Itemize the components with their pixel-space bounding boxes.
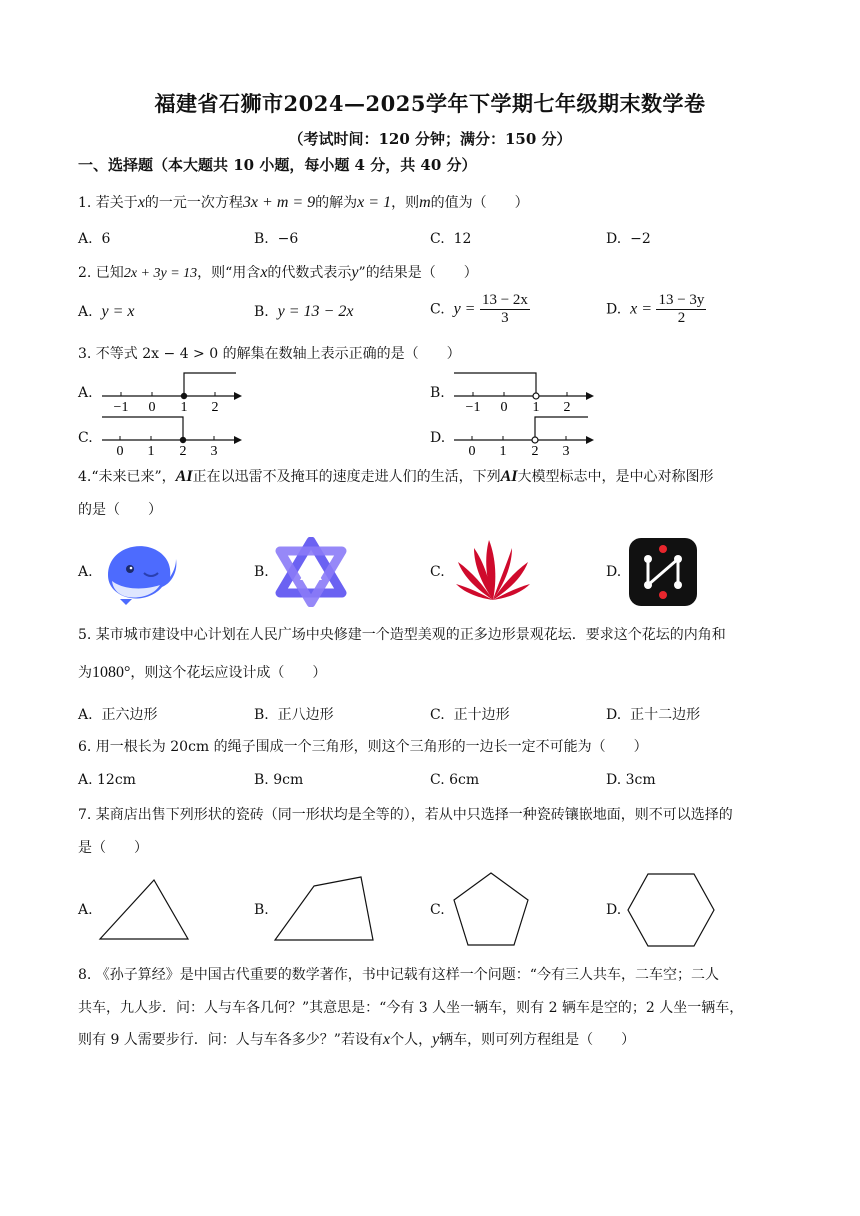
- fraction-numerator: 13 − 2x: [481, 292, 528, 308]
- q1-text: 的解为: [315, 195, 358, 211]
- tick-label: 2: [563, 400, 571, 414]
- q7-option-c-letter[interactable]: C.: [430, 902, 445, 918]
- tick-label: 3: [562, 444, 570, 458]
- option-value: 12cm: [97, 772, 136, 788]
- q5-option-c[interactable]: [430, 704, 510, 724]
- option-letter: B.: [254, 707, 269, 723]
- question-7-line-1: 7. 某商店出售下列形状的瓷砖（同一形状均是全等的），若从中只选择一种瓷砖镶嵌地面，则不可以选择的: [78, 807, 733, 823]
- option-fraction: [656, 292, 706, 327]
- q2-option-a[interactable]: [78, 303, 134, 321]
- q3-option-c-letter[interactable]: C.: [78, 430, 93, 446]
- q4-option-b-letter[interactable]: B.: [254, 564, 269, 580]
- q2-option-b[interactable]: [254, 303, 353, 321]
- q5-option-a[interactable]: [78, 704, 157, 724]
- open-point: [532, 437, 538, 443]
- tick-label: 0: [500, 400, 508, 414]
- q1-var-m: m: [419, 194, 431, 211]
- q6-option-a[interactable]: [78, 772, 136, 788]
- fraction-numerator: 13 − 3y: [658, 292, 705, 308]
- option-letter: D.: [606, 301, 622, 318]
- option-letter: A.: [78, 304, 93, 320]
- tick-label: 1: [499, 444, 507, 458]
- solution-bracket: [454, 373, 536, 393]
- option-letter: D.: [606, 772, 622, 788]
- q1-option-a[interactable]: [78, 231, 110, 247]
- q6-option-d[interactable]: [606, 772, 656, 788]
- q8-var-y: y: [432, 1031, 440, 1048]
- q8-text: 则有 9 人需要步行．问：人与车各多少？”若设有: [78, 1032, 383, 1048]
- q4-ai-term: AI: [175, 468, 193, 485]
- q1-var-x: x: [137, 194, 145, 211]
- question-3: 3. 不等式 2x − 4 > 0 的解集在数轴上表示正确的是（ ）: [78, 346, 461, 362]
- tick-label: −1: [113, 400, 129, 414]
- q2-equation: 2x + 3y = 13: [123, 266, 198, 281]
- option-lhs: y =: [453, 300, 476, 318]
- option-letter: B.: [254, 304, 269, 320]
- tick-label: 1: [147, 444, 155, 458]
- q5-option-d[interactable]: [606, 704, 700, 724]
- question-4-line-1: [78, 467, 713, 487]
- axis-arrow: [586, 436, 594, 444]
- q1-text: 1. 若关于: [78, 195, 138, 211]
- exam-title: 福建省石狮市2024—2025学年下学期七年级期末数学卷: [154, 91, 706, 116]
- q5-text: ，则这个花坛应设计成（ ）: [130, 665, 327, 681]
- option-letter: C.: [430, 772, 445, 788]
- tick-label: 3: [210, 444, 218, 458]
- q8-text: 个人，: [390, 1032, 433, 1048]
- tick-label: 0: [148, 400, 156, 414]
- option-value: y = 13 − 2x: [277, 303, 354, 320]
- q1-text: 的一元一次方程: [144, 195, 243, 211]
- q4-text: 4.“未来已来”，: [78, 469, 176, 485]
- q2-option-d[interactable]: [606, 292, 706, 327]
- tick-label: 2: [179, 444, 187, 458]
- axis-arrow: [234, 392, 242, 400]
- q3-option-b-number-line: [448, 368, 598, 414]
- q6-option-c[interactable]: [430, 772, 479, 788]
- question-8-line-2: 共车，九人步．问：人与车各几何？”其意思是：“今有 3 人坐一辆车，则有 2 辆车是空的；2 人坐一辆车，: [78, 1000, 744, 1016]
- q1-option-c[interactable]: [430, 231, 471, 247]
- tick-label: 0: [468, 444, 476, 458]
- q1-solution: x = 1: [357, 194, 392, 211]
- q4-option-a-letter[interactable]: A.: [78, 564, 93, 580]
- option-value: y = x: [101, 303, 135, 320]
- q1-option-b[interactable]: [254, 231, 298, 247]
- q6-option-b[interactable]: [254, 772, 303, 788]
- whale-logo-icon[interactable]: [100, 537, 178, 607]
- section-heading: 一、选择题（本大题共 10 小题，每小题 4 分，共 40 分）: [78, 156, 477, 174]
- pentagon-tile-icon[interactable]: [448, 870, 534, 952]
- solution-bracket: [102, 417, 183, 440]
- q7-option-a-letter[interactable]: A.: [78, 902, 93, 918]
- option-value: −6: [277, 231, 299, 247]
- quadrilateral-tile-icon[interactable]: [272, 872, 378, 946]
- q2-text: ”的结果是（ ）: [358, 265, 478, 281]
- option-letter: C.: [430, 707, 445, 723]
- question-1: [78, 193, 529, 213]
- q1-equation: 3x + m = 9: [242, 194, 316, 211]
- option-lhs: x =: [630, 300, 652, 318]
- node-logo-icon[interactable]: [628, 537, 698, 607]
- q5-text: 为: [78, 665, 92, 681]
- option-letter: D.: [606, 231, 622, 247]
- hexagram-logo-icon[interactable]: [274, 537, 348, 607]
- tick-label: 2: [211, 400, 219, 414]
- q3-option-d-letter[interactable]: D.: [430, 430, 446, 446]
- q8-var-x: x: [382, 1031, 391, 1048]
- q3-option-a-letter[interactable]: A.: [78, 385, 93, 401]
- question-6: 6. 用一根长为 20cm 的绳子围成一个三角形，则这个三角形的一边长一定不可能为（ ）: [78, 739, 648, 755]
- q2-text: 2. 已知: [78, 265, 124, 281]
- q4-text: 正在以迅雷不及掩耳的速度走进人们的生活，下列: [192, 469, 501, 485]
- q2-text: ，则“用含: [197, 265, 261, 281]
- option-letter: C.: [430, 301, 445, 318]
- option-value: 正十二边形: [630, 707, 701, 723]
- tick-label: 2: [531, 444, 539, 458]
- option-letter: C.: [430, 231, 445, 247]
- question-8-line-3: [78, 1030, 635, 1050]
- q3-option-a-number-line: [96, 368, 246, 414]
- question-5-line-1: 5. 某市城市建设中心计划在人民广场中央修建一个造型美观的正多边形景观花坛．要求这个花坛的内角和: [78, 627, 726, 643]
- option-fraction: [480, 292, 530, 327]
- solution-bracket: [184, 373, 236, 396]
- q3-option-b-letter[interactable]: B.: [430, 385, 445, 401]
- option-letter: A.: [78, 707, 93, 723]
- q4-ai-term: AI: [500, 468, 518, 485]
- option-value: −2: [630, 231, 651, 247]
- q4-option-d-letter[interactable]: D.: [606, 564, 622, 580]
- hexagon-tile-icon[interactable]: [624, 870, 718, 950]
- question-8-line-1: 8. 《孙子算经》是中国古代重要的数学著作，书中记载有这样一个问题：“今有三人共车，二车空；二人: [78, 967, 719, 983]
- option-letter: B.: [254, 772, 269, 788]
- q1-text: ，则: [391, 195, 420, 211]
- option-letter: D.: [606, 707, 622, 723]
- option-letter: A.: [78, 772, 93, 788]
- option-value: 正六边形: [101, 707, 158, 723]
- open-point: [533, 393, 539, 399]
- tick-label: 0: [116, 444, 124, 458]
- option-value: 3cm: [625, 772, 656, 788]
- q1-text: 的值为（ ）: [430, 195, 529, 211]
- q7-option-d-letter[interactable]: D.: [606, 902, 622, 918]
- q3-option-d-number-line: [448, 412, 598, 458]
- q2-text: 的代数式表示: [267, 265, 352, 281]
- option-letter: A.: [78, 231, 93, 247]
- option-value: 6cm: [449, 772, 480, 788]
- closed-point: [181, 393, 187, 399]
- question-5-line-2: [78, 663, 326, 683]
- question-7-line-2: 是（ ）: [78, 840, 148, 856]
- option-value: 9cm: [273, 772, 304, 788]
- tick-label: 1: [532, 400, 540, 414]
- q8-text: 辆车，则可列方程组是（ ）: [439, 1032, 636, 1048]
- axis-arrow: [586, 392, 594, 400]
- petal-logo-icon[interactable]: [452, 536, 534, 606]
- closed-point: [180, 437, 186, 443]
- option-letter: B.: [254, 231, 269, 247]
- option-value: 6: [101, 231, 111, 247]
- tick-label: 1: [180, 400, 188, 414]
- q5-option-b[interactable]: [254, 704, 334, 724]
- q2-var-y: y: [351, 264, 359, 281]
- q3-option-c-number-line: [96, 412, 246, 458]
- fraction-denominator: 3: [501, 310, 509, 326]
- q2-option-c[interactable]: [430, 292, 530, 327]
- option-value: 12: [453, 231, 472, 247]
- tick-label: −1: [465, 400, 481, 414]
- fraction-denominator: 2: [677, 310, 686, 326]
- axis-arrow: [234, 436, 242, 444]
- q7-option-b-letter[interactable]: B.: [254, 902, 269, 918]
- solution-bracket: [535, 417, 588, 437]
- q2-var-x: x: [260, 264, 268, 281]
- q4-option-c-letter[interactable]: C.: [430, 564, 445, 580]
- option-value: 正十边形: [453, 707, 510, 723]
- exam-subtitle: （考试时间：120 分钟；满分：150 分）: [288, 130, 572, 148]
- question-2: [78, 263, 478, 284]
- question-4-line-2: 的是（ ）: [78, 502, 162, 518]
- q4-text: 大模型标志中，是中心对称图形: [517, 469, 714, 485]
- q1-option-d[interactable]: [606, 231, 651, 247]
- option-value: 正八边形: [277, 707, 334, 723]
- triangle-tile-icon[interactable]: [96, 872, 196, 946]
- q5-angle: 1080°: [92, 664, 131, 681]
